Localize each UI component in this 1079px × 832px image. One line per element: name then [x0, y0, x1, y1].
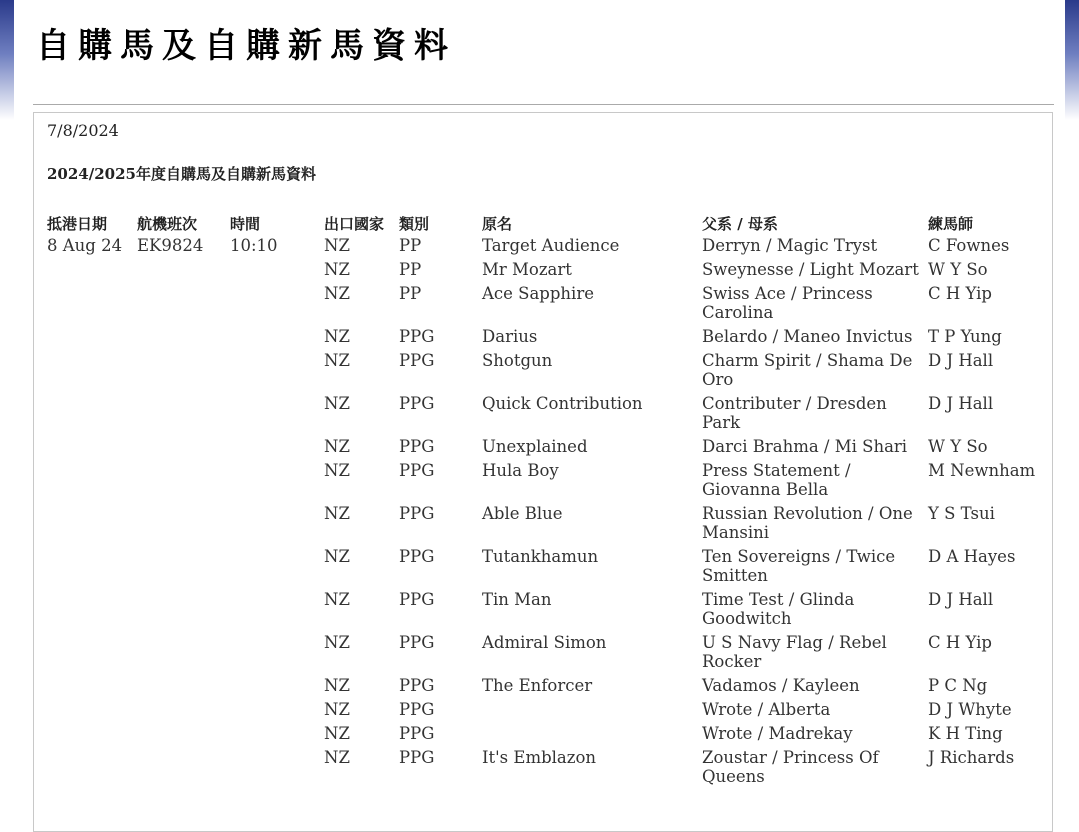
column-header-original-name: 原名: [482, 214, 513, 233]
table-row: [44, 461, 1044, 504]
cell-flight: [134, 590, 227, 633]
cell-trainer: D J Whyte: [928, 700, 1012, 719]
column-header-arrival-date: 抵港日期: [47, 214, 108, 233]
cell-arrival-date: [44, 327, 134, 351]
cell-category: PPG: [399, 590, 435, 609]
cell-flight: [134, 437, 227, 461]
cell-flight: [134, 504, 227, 547]
table-row: [44, 724, 1044, 748]
cell-category: PPG: [399, 327, 435, 346]
cell-time: [227, 437, 321, 461]
cell-flight: [134, 284, 227, 327]
cell-sire-dam: Swiss Ace / Princess Carolina: [702, 284, 873, 322]
cell-time: [227, 748, 321, 791]
section-heading: 2024/2025年度自購馬及自購新馬資料: [47, 165, 316, 183]
cell-sire-dam: Charm Spirit / Shama De Oro: [702, 351, 913, 389]
table-row: [44, 700, 1044, 724]
cell-arrival-date: [44, 437, 134, 461]
cell-category: PPG: [399, 504, 435, 523]
cell-original-name: The Enforcer: [482, 676, 593, 695]
cell-sire-dam: Wrote / Madrekay: [702, 724, 853, 743]
cell-arrival-date: [44, 461, 134, 504]
table-row: [44, 394, 1044, 437]
table-row: [44, 260, 1044, 284]
table-row: [44, 504, 1044, 547]
table-row: [44, 590, 1044, 633]
column-header-flight: 航機班次: [137, 214, 198, 233]
cell-category: PPG: [399, 700, 435, 719]
cell-original-name: Shotgun: [482, 351, 553, 370]
right-edge-shade: [1065, 0, 1079, 120]
cell-original-name: Ace Sapphire: [482, 284, 594, 303]
column-header-time: 時間: [230, 214, 261, 233]
cell-sire-dam: Belardo / Maneo Invictus: [702, 327, 913, 346]
title-divider: [33, 104, 1054, 105]
cell-sire-dam: Russian Revolution / One Mansini: [702, 504, 913, 542]
content-panel: [33, 112, 1053, 832]
cell-time: [227, 724, 321, 748]
cell-flight: [134, 724, 227, 748]
cell-sire-dam: U S Navy Flag / Rebel Rocker: [702, 633, 887, 671]
cell-export-country: NZ: [324, 284, 350, 303]
cell-arrival-date: [44, 547, 134, 590]
cell-category: PPG: [399, 633, 435, 652]
cell-flight: [134, 676, 227, 700]
page-title: 自購馬及自購新馬資料: [36, 26, 456, 66]
cell-trainer: C Fownes: [928, 236, 1010, 255]
cell-trainer: T P Yung: [928, 327, 1002, 346]
cell-category: PPG: [399, 394, 435, 413]
cell-original-name: Tutankhamun: [482, 547, 599, 566]
cell-time: [227, 260, 321, 284]
cell-export-country: NZ: [324, 590, 350, 609]
table-row: [44, 748, 1044, 791]
cell-original-name: Tin Man: [482, 590, 552, 609]
publish-date: 7/8/2024: [47, 121, 119, 140]
table-row: [44, 327, 1044, 351]
cell-time: [227, 394, 321, 437]
cell-time: [227, 547, 321, 590]
cell-trainer: K H Ting: [928, 724, 1003, 743]
cell-category: PPG: [399, 351, 435, 370]
cell-flight: [134, 351, 227, 394]
cell-category: PPG: [399, 437, 435, 456]
cell-arrival-date: [44, 633, 134, 676]
cell-sire-dam: Ten Sovereigns / Twice Smitten: [702, 547, 896, 585]
column-header-export-country: 出口國家: [324, 214, 385, 233]
cell-sire-dam: Derryn / Magic Tryst: [702, 236, 878, 255]
table-header-row: [44, 211, 1044, 236]
cell-category: PP: [399, 284, 422, 303]
cell-original-name: [479, 724, 699, 748]
cell-arrival-date: [44, 748, 134, 791]
horse-table: [44, 211, 1044, 791]
cell-flight: [134, 260, 227, 284]
cell-trainer: P C Ng: [928, 676, 988, 695]
cell-time: [227, 700, 321, 724]
column-header-trainer: 練馬師: [928, 214, 974, 233]
cell-export-country: NZ: [324, 700, 350, 719]
cell-arrival-date: [44, 504, 134, 547]
cell-category: PPG: [399, 748, 435, 767]
cell-sire-dam: Press Statement / Giovanna Bella: [702, 461, 851, 499]
cell-sire-dam: Vadamos / Kayleen: [702, 676, 860, 695]
cell-trainer: W Y So: [928, 437, 988, 456]
column-header-sire-dam: 父系 / 母系: [702, 214, 778, 233]
cell-original-name: Admiral Simon: [482, 633, 607, 652]
cell-time: [227, 351, 321, 394]
cell-time: 10:10: [230, 236, 278, 255]
cell-trainer: Y S Tsui: [928, 504, 995, 523]
cell-flight: [134, 748, 227, 791]
cell-time: [227, 284, 321, 327]
cell-category: PPG: [399, 724, 435, 743]
cell-export-country: NZ: [324, 724, 350, 743]
cell-time: [227, 676, 321, 700]
cell-export-country: NZ: [324, 504, 350, 523]
table-row: [44, 437, 1044, 461]
cell-flight: [134, 394, 227, 437]
cell-original-name: It's Emblazon: [482, 748, 597, 767]
cell-export-country: NZ: [324, 394, 350, 413]
cell-trainer: D J Hall: [928, 394, 994, 413]
cell-arrival-date: [44, 700, 134, 724]
cell-time: [227, 590, 321, 633]
cell-original-name: Able Blue: [482, 504, 563, 523]
table-row: [44, 676, 1044, 700]
cell-trainer: D A Hayes: [928, 547, 1016, 566]
cell-export-country: NZ: [324, 236, 350, 255]
cell-category: PPG: [399, 547, 435, 566]
cell-trainer: J Richards: [928, 748, 1015, 767]
cell-arrival-date: [44, 284, 134, 327]
cell-trainer: D J Hall: [928, 351, 994, 370]
cell-flight: EK9824: [137, 236, 204, 255]
table-row: [44, 236, 1044, 260]
cell-export-country: NZ: [324, 676, 350, 695]
cell-export-country: NZ: [324, 437, 350, 456]
cell-export-country: NZ: [324, 633, 350, 652]
cell-flight: [134, 547, 227, 590]
cell-time: [227, 504, 321, 547]
cell-export-country: NZ: [324, 547, 350, 566]
cell-category: PPG: [399, 461, 435, 480]
cell-time: [227, 461, 321, 504]
cell-arrival-date: [44, 724, 134, 748]
table-row: [44, 633, 1044, 676]
cell-original-name: Hula Boy: [482, 461, 559, 480]
cell-original-name: Unexplained: [482, 437, 588, 456]
cell-original-name: Target Audience: [482, 236, 620, 255]
cell-arrival-date: [44, 394, 134, 437]
cell-time: [227, 327, 321, 351]
cell-original-name: Quick Contribution: [482, 394, 643, 413]
cell-export-country: NZ: [324, 327, 350, 346]
cell-sire-dam: Zoustar / Princess Of Queens: [702, 748, 879, 786]
cell-arrival-date: [44, 260, 134, 284]
cell-trainer: W Y So: [928, 260, 988, 279]
cell-time: [227, 633, 321, 676]
table-row: [44, 351, 1044, 394]
cell-flight: [134, 327, 227, 351]
cell-category: PPG: [399, 676, 435, 695]
cell-category: PP: [399, 236, 422, 255]
cell-trainer: C H Yip: [928, 633, 992, 652]
left-edge-shade: [0, 0, 14, 120]
cell-original-name: Darius: [482, 327, 538, 346]
cell-sire-dam: Darci Brahma / Mi Shari: [702, 437, 908, 456]
cell-sire-dam: Contributer / Dresden Park: [702, 394, 887, 432]
cell-sire-dam: Time Test / Glinda Goodwitch: [702, 590, 855, 628]
cell-export-country: NZ: [324, 748, 350, 767]
cell-sire-dam: Sweynesse / Light Mozart: [702, 260, 919, 279]
table-row: [44, 284, 1044, 327]
cell-trainer: M Newnham: [928, 461, 1036, 480]
cell-flight: [134, 461, 227, 504]
cell-arrival-date: [44, 590, 134, 633]
cell-arrival-date: 8 Aug 24: [47, 236, 123, 255]
cell-export-country: NZ: [324, 260, 350, 279]
cell-original-name: Mr Mozart: [482, 260, 572, 279]
cell-arrival-date: [44, 351, 134, 394]
cell-export-country: NZ: [324, 351, 350, 370]
cell-category: PP: [399, 260, 422, 279]
cell-flight: [134, 633, 227, 676]
cell-trainer: D J Hall: [928, 590, 994, 609]
cell-export-country: NZ: [324, 461, 350, 480]
column-header-category: 類別: [399, 214, 430, 233]
cell-trainer: C H Yip: [928, 284, 992, 303]
cell-original-name: [479, 700, 699, 724]
cell-flight: [134, 700, 227, 724]
cell-sire-dam: Wrote / Alberta: [702, 700, 831, 719]
cell-arrival-date: [44, 676, 134, 700]
table-row: [44, 547, 1044, 590]
